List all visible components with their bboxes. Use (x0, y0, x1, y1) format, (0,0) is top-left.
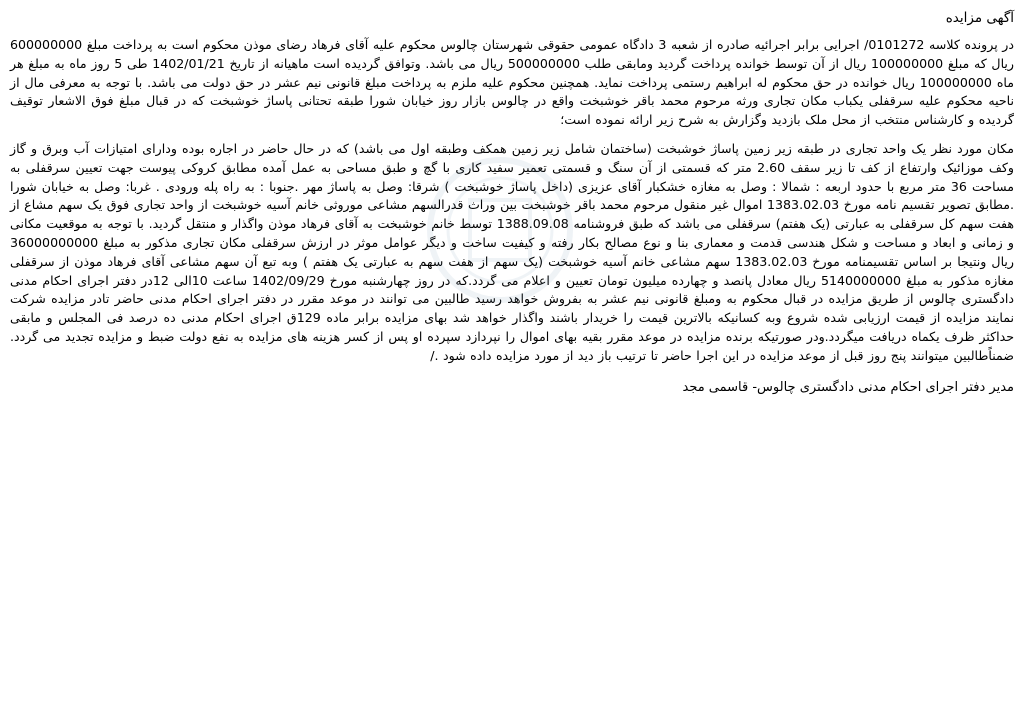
notice-paragraph-case-details: در پرونده کلاسه 0101272/ اجرایی برابر اجرائیه صادره از شعبه 3 دادگاه عمومی حقوقی شهرستان چالوس محکوم علیه آقای فرهاد رضای موذن محکوم است به پرداخت مبلغ 600000000 ریال که مبلغ 100000000 ریال از آن توسط خوانده پرداخت گردید ومابقی طلب 500000000 ریال می باشد. وتوافق گردیده است ماهیانه از تاریخ 1402/01/21 طی 5 روز ماه به مبلغ هر ماه 100000000 ریال خوانده در حق محکوم له ابراهیم رستمی پرداخت نماید. همچنین محکوم علیه ملزم به پرداخت مبلغ قانونی نیم عشر در حق دولت می باشد. با توجه به معرفی مال از ناحیه محکوم علیه سرقفلی یکباب مکان تجاری ورثه مرحوم محمد باقر خوشبخت واقع در چالوس بازار روز خیابان شورا طبقه تحتانی پاساژ خوشبخت که در قبال مبلغ فوق الاشعار توقیف گردیده و کارشناس منتخب از محل ملک بازدید وگزارش به شرح زیر ارائه نموده است؛ (10, 37, 1015, 128)
notice-signature: مدیر دفتر اجرای احکام مدنی دادگستری چالوس- قاسمی مجد (682, 379, 1014, 395)
notice-title: آگهی مزایده (945, 10, 1014, 26)
notice-paragraph-property-description: مکان مورد نظر یک واحد تجاری در طبقه زیر زمین پاساژ خوشبخت (ساختمان شامل زیر زمین همکف وطبقه اول می باشد) که در حال حاضر در اجاره بوده ودارای امتیازات آب وبرق و گاز وکف موزائیک وارتفاع از کف تا زیر سقف 2.60 متر که قسمتی از آن سنگ و قسمتی تعمیر سفید کاری با گچ و طبق مساحی به عمل آمده مطابق کروکی پیوست جهت تعیین سرقفلی به مساحت 36 متر مربع با حدود اربعه : شمالا : وصل به مغازه خشکبار آقای عزیزی (داخل پاساژ خوشبخت ) شرقا: وصل به پاساژ مهر .جنوبا : به راه پله ورودی . غربا: وصل به خیابان شورا .مطابق تصویر تقسیم نامه مورخ 1383.02.03 اموال غیر منقول مرحوم محمد باقر خوشبخت بین وراث قدرالسهم مشاعی موروثی خانم آسیه خوشبخت از واحد تجاری فوق یک سهم مشاع از هفت سهم کل سرقفلی به عبارتی (یک هفتم) سرقفلی می باشد که طبق فروشنامه 1388.09.08 توسط خانم خوشبخت به آقای فرهاد موذن واگذار و منتقل گردید. با توجه به موقعیت مکانی و زمانی و ابعاد و مساحت و شکل هندسی قدمت و معماری بنا و نوع مصالح بکار رفته و کیفیت ساخت و دیگر عوامل موثر در ارزش سرقفلی مکان تجاری مذکور به مبلغ 36000000000 ریال ونتیجا بر اساس تقسیمنامه مورخ 1383.02.03 سهم مشاعی خانم آسیه خوشبخت (یک سهم از هفت سهم به عبارتی یک هفتم ) وبه تبع آن سهم مشاعی آقای فرهاد موذن از سرقفلی مغازه مذکور به مبلغ 5140000000 ریال معادل پانصد و چهارده میلیون تومان تعیین و اعلام می گردد.که در روز چهارشنبه مورخ 1402/09/29 ساعت 10الی 12در دفتر اجرای احکام مدنی دادگستری چالوس از طریق مزایده در قبال محکوم به ومبلغ قانونی نیم عشر به بفروش خواهد رسید طالبین می توانند در موعد مقرر در دفتر اجرای احکام مدنی حاضر تادر مزایده شرکت نمایند مزایده از قیمت ارزیابی شده شروع وبه کسانیکه بالاترین قیمت را خریدار باشند واگذار خواهد شد بهای مزایده برابر ماده 129ق اجرای احکام مدنی ده درصد فی المجلس و مابقی حداکثر ظرف یکماه دریافت میگردد.ودر صورتیکه برنده مزایده در موعد مقرر بقیه بهای اموال را نپردازد سپرده او پس از کسر هزینه های مزایده به نفع دولت ضبط و مزایده تجدید می گردد. ضمناًطالبین میتوانند پنج روز قبل از موعد مزایده در این اجرا حاضر تا ترتیب باز دید از مورد مزایده داده شود ./ (10, 140, 1015, 363)
auction-notice (10, 8, 1014, 700)
